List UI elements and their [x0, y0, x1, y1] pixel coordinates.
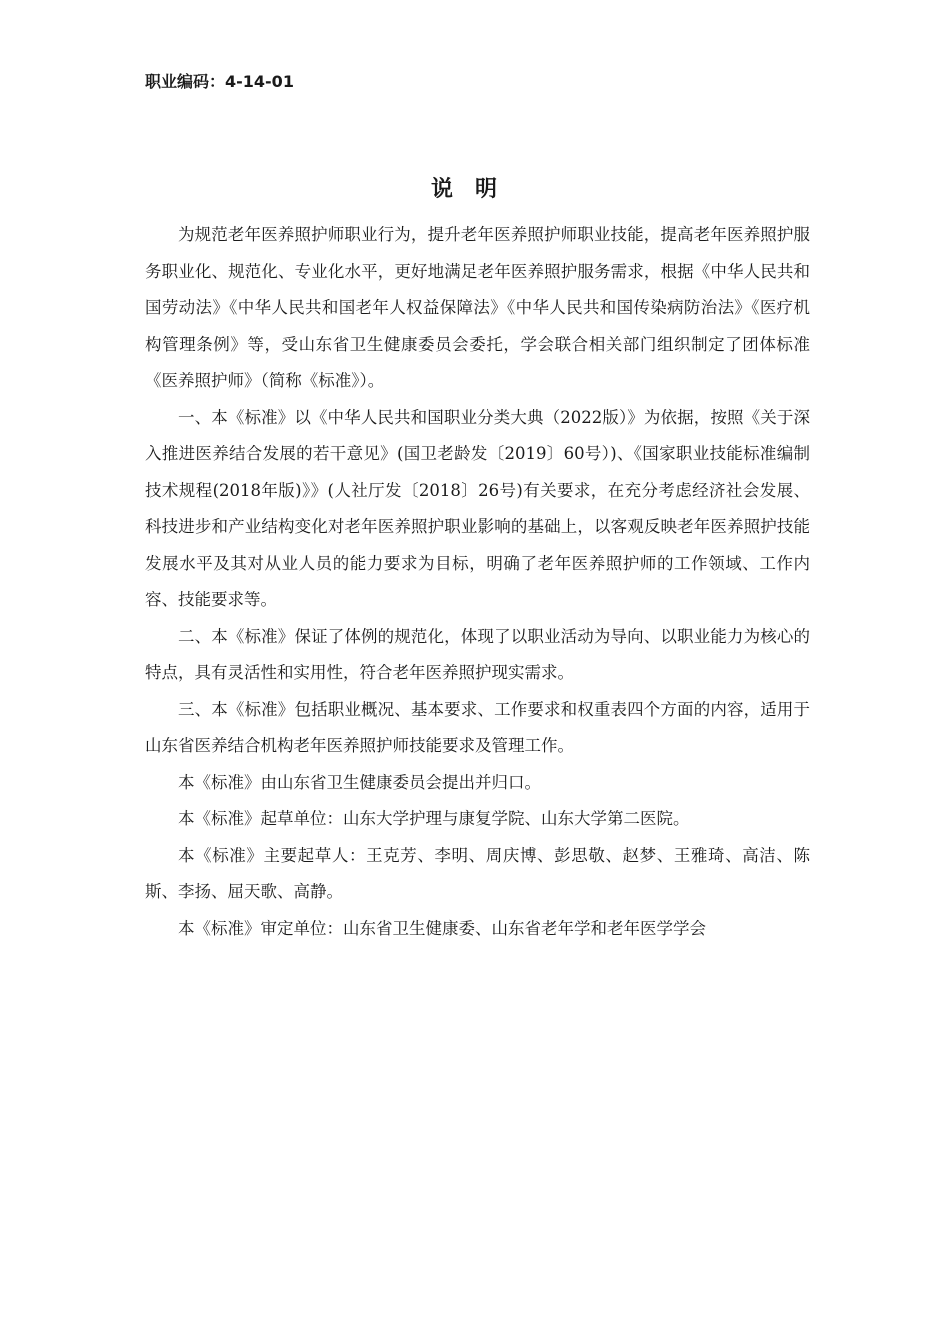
intro-paragraph: 为规范老年医养照护师职业行为，提升老年医养照护师职业技能，提高老年医养照护服务职业化、规范化、专业化水平，更好地满足老年医养照护服务需求，根据《中华人民共和国劳动法》《中华人民共和国老年人权益保障法》《中华人民共和国传染病防治法》《医疗机构管理条例》等，受山东省卫生健康委员会委托，学会联合相关部门组织制定了团体标准《医养照护师》（简称《标准》）。 — [145, 225, 810, 390]
paragraph-proposer: 本《标准》由山东省卫生健康委员会提出并归口。 — [178, 772, 541, 792]
page-title: 说明 — [430, 177, 519, 202]
paragraph-approval-units: 本《标准》审定单位：山东省卫生健康委、山东省老年学和老年医学学会 — [178, 918, 706, 938]
occupation-code: 职业编码：4-14-01 — [145, 72, 294, 91]
paragraph-contents: 三、本《标准》包括职业概况、基本要求、工作要求和权重表四个方面的内容，适用于山东省医养结合机构老年医养照护师技能要求及管理工作。 — [145, 699, 810, 755]
paragraph-drafting-units: 本《标准》起草单位：山东大学护理与康复学院、山东大学第二医院。 — [178, 809, 690, 828]
paragraph-basis: 一、本《标准》以《中华人民共和国职业分类大典（2022版）》为依据，按照《关于深入推进医养结合发展的若干意见》(国卫老龄发〔2019〕60号）)、《国家职业技能标准编制技术规程(2018年版)》》(人社厅发〔2018〕26号)有关要求，在充分考虑经济社会发展、科技进步和产业结构变化对老年医养照护职业影响的基础上，以客观反映老年医养照护技能发展水平及其对从业人员的能力要求为目标，明确了老年医养照护师的工作领域、工作内容、技能要求等。 — [145, 407, 810, 609]
paragraph-drafters: 本《标准》主要起草人：王克芳、李明、周庆博、彭思敬、赵梦、王雅琦、高洁、陈斯、李扬、屈天歌、高静。 — [145, 845, 810, 901]
paragraph-standardization: 二、本《标准》保证了体例的规范化，体现了以职业活动为导向、以职业能力为核心的特点，具有灵活性和实用性，符合老年医养照护现实需求。 — [145, 626, 810, 682]
document-body — [145, 217, 810, 947]
